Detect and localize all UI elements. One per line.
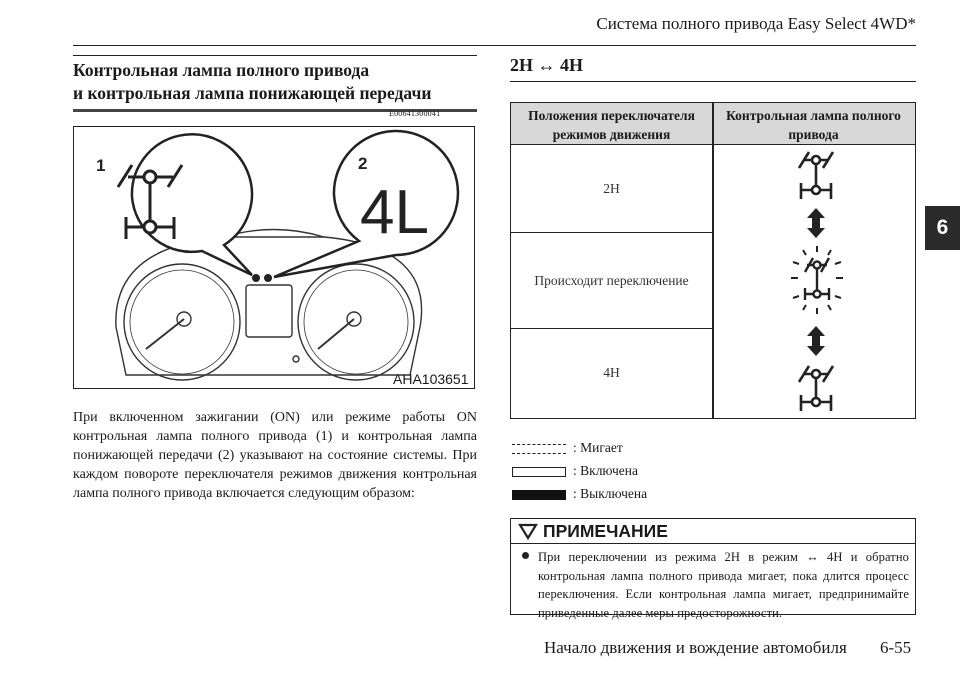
note-text: При переключении из режима 2H в режим ↔ 4H и обратно контрольная лампа полного привода мигает, пока длится процесс переключения. Если контрольная лампа мигает, предпринимайте приведенные далее меры предосторожности. (538, 550, 909, 620)
4l-indicator-dot (264, 274, 272, 282)
info-display (246, 285, 292, 337)
body-paragraph: При включенном зажигании (ON) или режиме работы ON контрольная лампа полного привода (1) и контрольная лампа понижающей передачи (2) указывают на состояние системы. При каждом повороте переключателя режимов движения контрольная лампа полного привода включается следующим образом: (73, 410, 477, 501)
legend-item-off (512, 486, 812, 506)
instrument-cluster-figure (73, 126, 475, 389)
4l-lamp-text: 4L (360, 178, 429, 247)
table-header-switch-position: Положения переключателя режимов движения (511, 103, 712, 145)
2h-lamp-icon (799, 152, 833, 199)
blinking-lamp-icon (805, 258, 829, 300)
mode-table (510, 102, 916, 419)
callout-label-1: 1 (96, 156, 106, 175)
header-rule (73, 45, 916, 46)
table-row-4h: 4H (603, 365, 620, 380)
section-heading (73, 55, 477, 112)
subsection-heading: 2H ↔ 4H (510, 55, 584, 75)
4wd-indicator-dot (252, 274, 260, 282)
note-box (510, 518, 916, 620)
note-icon (517, 521, 539, 541)
callout-label-2: 2 (358, 154, 368, 173)
indicator-sequence-icons (713, 146, 913, 418)
4h-lamp-icon (799, 366, 833, 411)
note-bullet (522, 552, 529, 559)
footer-section-title: Начало движения и вождение автомобиля (544, 638, 847, 657)
tachometer-dial (298, 264, 414, 380)
legend-label-on: : Включена (573, 463, 638, 478)
running-header-title: Система полного привода Easy Select 4WD* (596, 14, 916, 33)
double-arrow-icon (807, 208, 825, 238)
double-arrow-icon (807, 326, 825, 356)
figure-code: AHA103651 (393, 371, 469, 387)
legend-label-blinking: : Мигает (573, 440, 623, 455)
note-header (511, 519, 915, 544)
legend-swatch-blinking (512, 444, 566, 454)
table-header-indicator: Контрольная лампа полного привода (712, 103, 915, 145)
legend-swatch-off (512, 490, 566, 500)
document-code: E00641300041 (389, 109, 441, 118)
legend-label-off: : Выключена (573, 486, 648, 501)
table-row-switching: Происходит переключение (534, 272, 689, 288)
speedometer-dial (124, 264, 240, 380)
section-heading-line-1: Контрольная лампа полного привода (73, 60, 370, 80)
table-row-2h: 2H (603, 181, 620, 196)
subsection-rule (510, 81, 916, 82)
note-title: ПРИМЕЧАНИЕ (543, 521, 668, 541)
legend-item-blinking (512, 440, 812, 460)
section-heading-line-2: и контрольная лампа понижающей передачи (73, 83, 432, 103)
instrument-cluster-illustration (74, 127, 476, 390)
legend-swatch-on (512, 467, 566, 477)
legend-item-on (512, 463, 812, 483)
reset-knob (293, 356, 299, 362)
chapter-tab[interactable]: 6 (925, 206, 960, 250)
page-number: 6-55 (880, 638, 912, 657)
